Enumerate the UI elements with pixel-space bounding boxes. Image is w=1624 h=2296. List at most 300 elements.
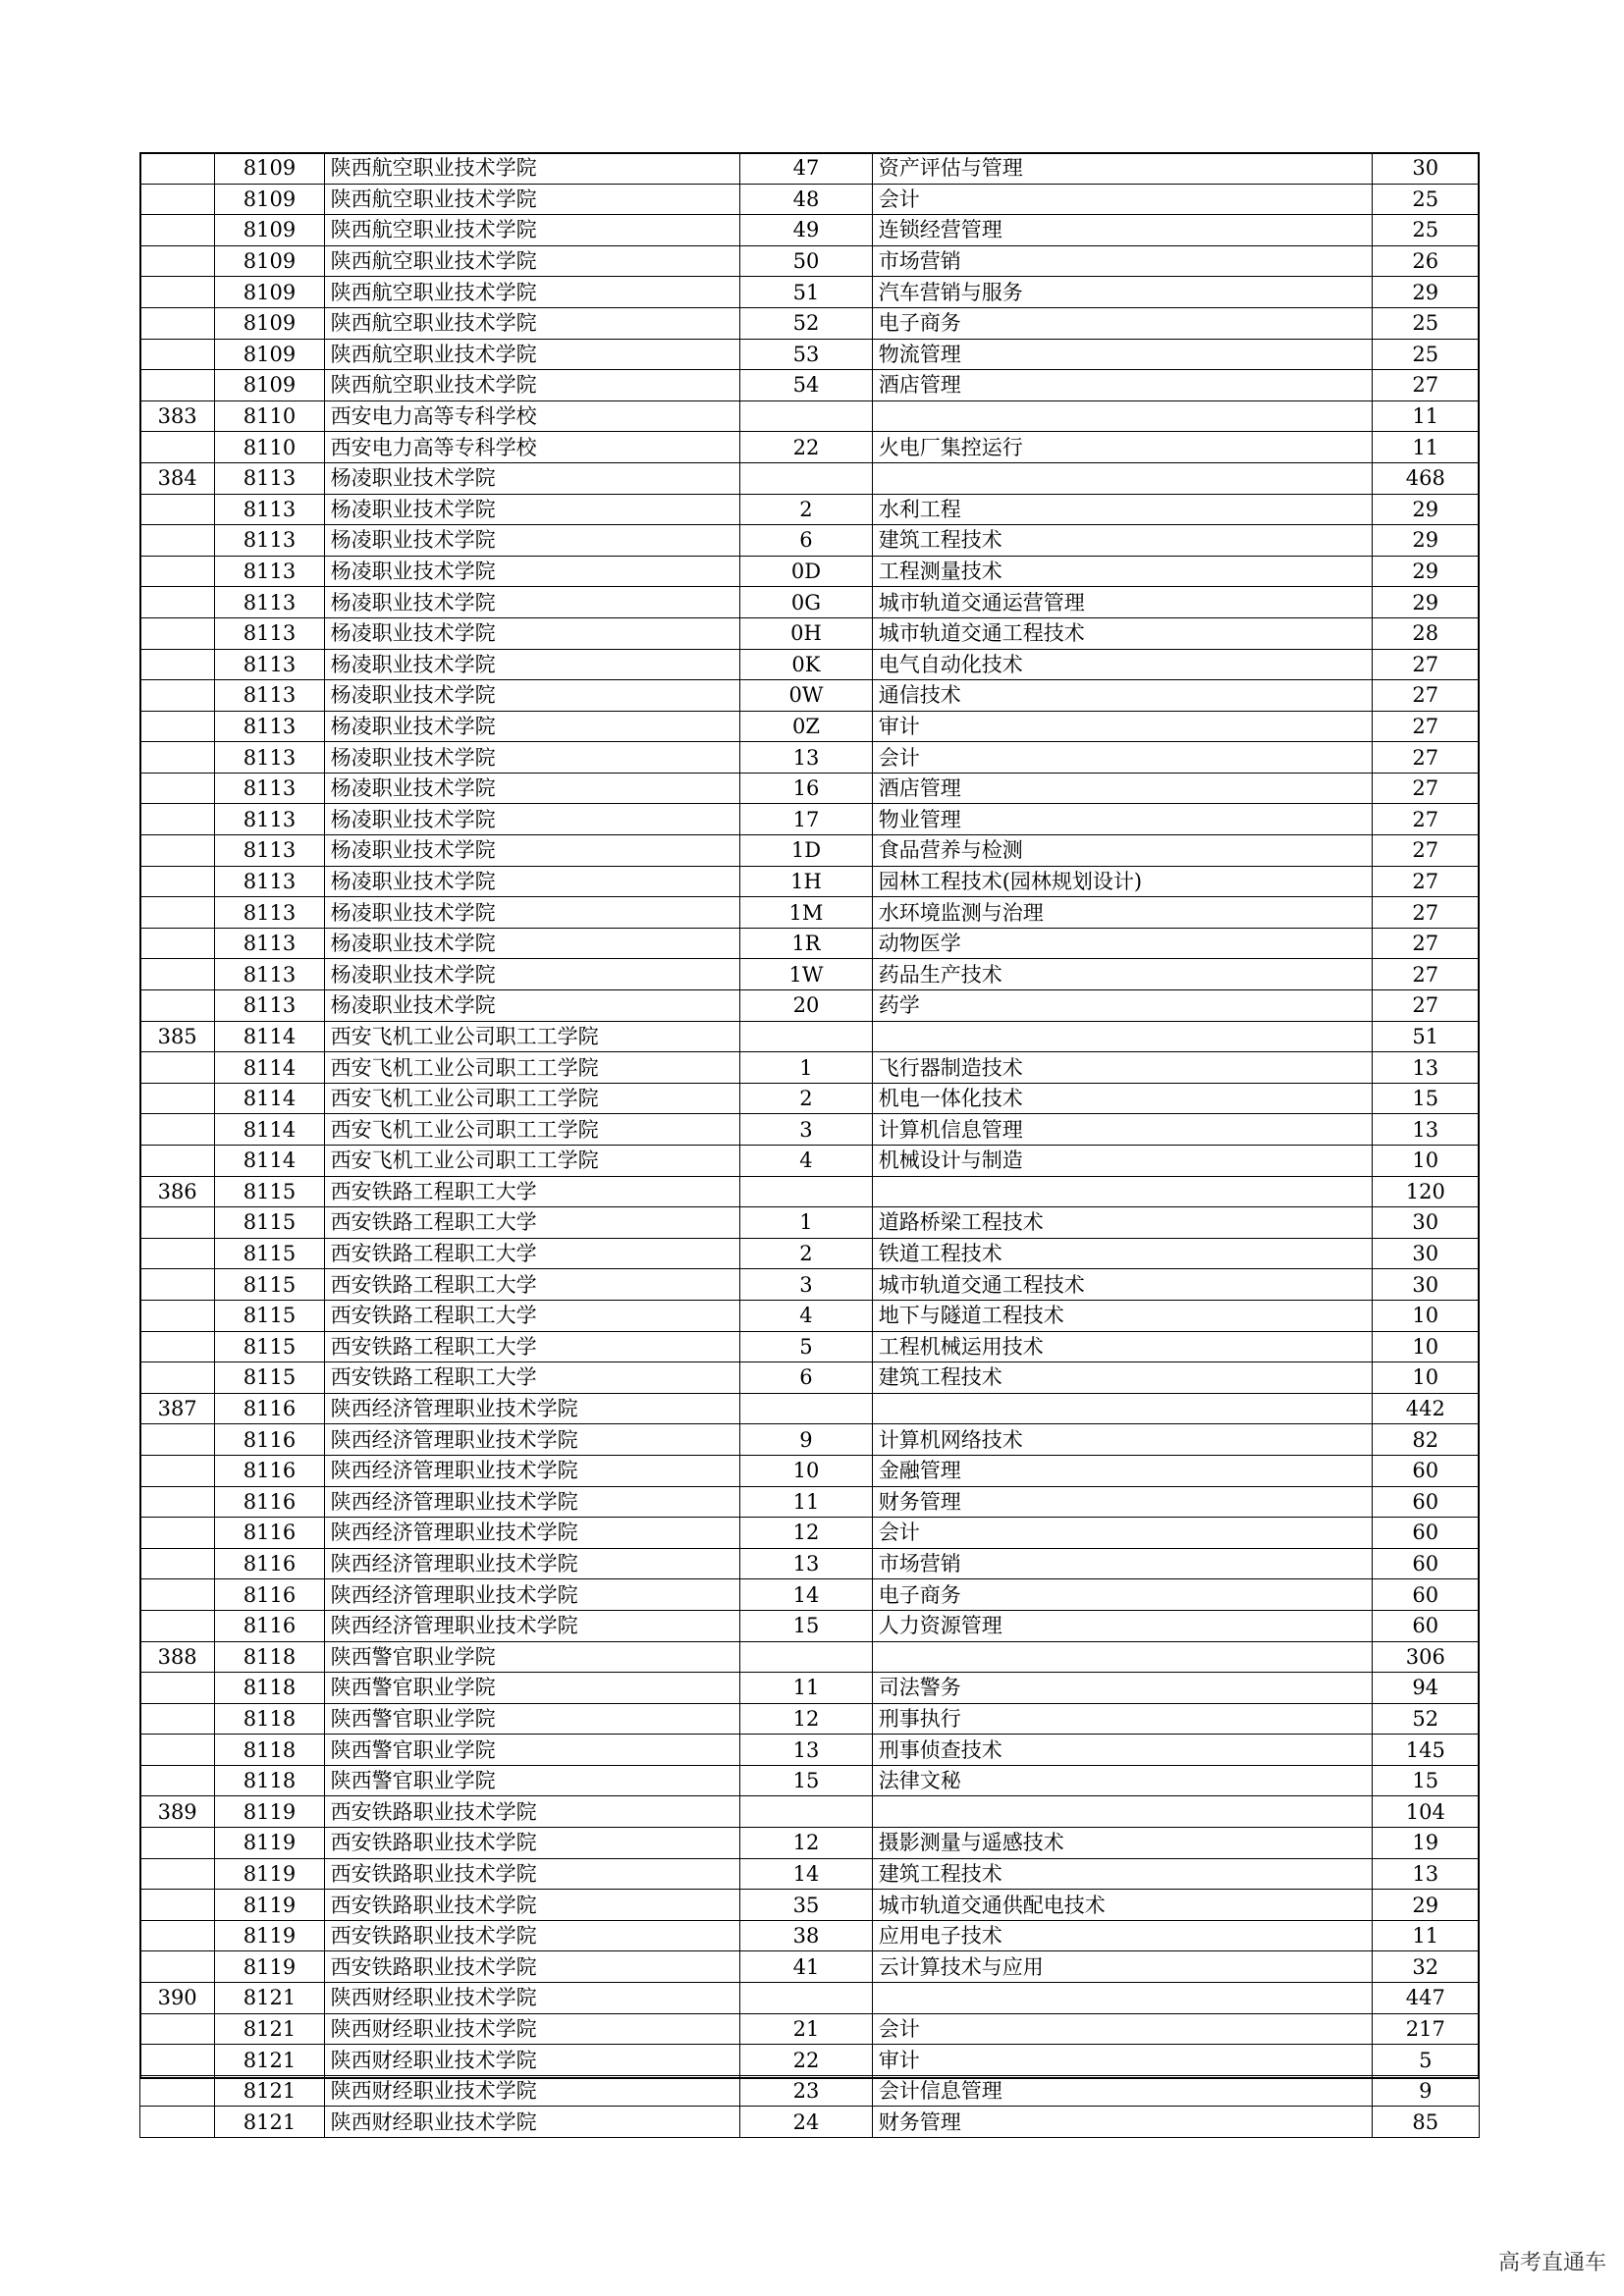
- plan-count-cell: 60: [1372, 1518, 1479, 1549]
- major-code-cell: [740, 1176, 872, 1207]
- major-code-cell: [740, 1796, 872, 1828]
- major-name-cell: 火电厂集控运行: [872, 432, 1372, 463]
- school-code-cell: 8109: [215, 307, 324, 339]
- plan-count-cell: 13: [1372, 1052, 1479, 1084]
- seq-cell: [140, 1548, 215, 1579]
- major-name-cell: 工程机械运用技术: [872, 1331, 1372, 1362]
- plan-count-cell: 11: [1372, 1920, 1479, 1951]
- seq-cell: [140, 1052, 215, 1084]
- plan-count-cell: 27: [1372, 866, 1479, 897]
- major-name-cell: 建筑工程技术: [872, 525, 1372, 557]
- school-name-cell: 杨凌职业技术学院: [324, 462, 740, 494]
- major-code-cell: 15: [740, 1610, 872, 1641]
- seq-cell: [140, 617, 215, 649]
- school-code-cell: 8113: [215, 990, 324, 1022]
- major-name-cell: 电气自动化技术: [872, 649, 1372, 680]
- school-code-cell: 8118: [215, 1641, 324, 1673]
- table-row: [140, 1362, 1480, 1394]
- plan-count-cell: 27: [1372, 649, 1479, 680]
- school-code-cell: 8109: [215, 277, 324, 308]
- seq-cell: [140, 370, 215, 401]
- plan-count-cell: 15: [1372, 1083, 1479, 1114]
- seq-cell: [140, 742, 215, 774]
- plan-count-cell: 60: [1372, 1455, 1479, 1486]
- major-code-cell: 10: [740, 1455, 872, 1486]
- table-row: [140, 990, 1480, 1022]
- plan-count-cell: 145: [1372, 1735, 1479, 1766]
- seq-cell: [140, 680, 215, 712]
- major-code-cell: 3: [740, 1269, 872, 1301]
- school-code-cell: 8114: [215, 1083, 324, 1114]
- seq-cell: [140, 432, 215, 463]
- plan-count-cell: 30: [1372, 1269, 1479, 1301]
- table-row: [140, 2107, 1480, 2138]
- school-code-cell: 8113: [215, 556, 324, 587]
- school-code-cell: 8119: [215, 1951, 324, 1983]
- major-name-cell: 应用电子技术: [872, 1920, 1372, 1951]
- plan-count-cell: 30: [1372, 1238, 1479, 1269]
- table-row: [140, 1703, 1480, 1735]
- major-code-cell: 52: [740, 307, 872, 339]
- major-name-cell: 园林工程技术(园林规划设计): [872, 866, 1372, 897]
- plan-count-cell: 15: [1372, 1765, 1479, 1796]
- seq-cell: 387: [140, 1393, 215, 1424]
- plan-count-cell: 27: [1372, 928, 1479, 959]
- plan-count-cell: 60: [1372, 1610, 1479, 1641]
- seq-cell: [140, 1673, 215, 1704]
- seq-cell: 385: [140, 1021, 215, 1052]
- table-row: [140, 153, 1480, 185]
- plan-count-cell: 29: [1372, 525, 1479, 557]
- plan-count-cell: 10: [1372, 1300, 1479, 1331]
- major-name-cell: 财务管理: [872, 1486, 1372, 1518]
- table-row: [140, 1890, 1480, 1921]
- major-code-cell: [740, 1641, 872, 1673]
- seq-cell: 388: [140, 1641, 215, 1673]
- major-name-cell: 物流管理: [872, 339, 1372, 370]
- major-name-cell: 城市轨道交通工程技术: [872, 1269, 1372, 1301]
- school-name-cell: 西安铁路职业技术学院: [324, 1951, 740, 1983]
- school-code-cell: 8121: [215, 2075, 324, 2107]
- school-name-cell: 西安电力高等专科学校: [324, 432, 740, 463]
- major-code-cell: [740, 1393, 872, 1424]
- table-row: [140, 2013, 1480, 2045]
- school-code-cell: 8109: [215, 370, 324, 401]
- school-code-cell: 8115: [215, 1331, 324, 1362]
- school-code-cell: 8121: [215, 1983, 324, 2014]
- school-name-cell: 杨凌职业技术学院: [324, 773, 740, 804]
- major-name-cell: 云计算技术与应用: [872, 1951, 1372, 1983]
- major-name-cell: [872, 1983, 1372, 2014]
- school-code-cell: 8119: [215, 1890, 324, 1921]
- seq-cell: 389: [140, 1796, 215, 1828]
- school-code-cell: 8121: [215, 2013, 324, 2045]
- major-code-cell: 1W: [740, 959, 872, 990]
- major-code-cell: [740, 400, 872, 432]
- plan-count-cell: 5: [1372, 2045, 1479, 2076]
- school-name-cell: 西安飞机工业公司职工工学院: [324, 1083, 740, 1114]
- seq-cell: [140, 2013, 215, 2045]
- major-code-cell: [740, 1983, 872, 2014]
- major-name-cell: 水利工程: [872, 494, 1372, 525]
- school-code-cell: 8116: [215, 1424, 324, 1456]
- major-name-cell: [872, 462, 1372, 494]
- seq-cell: [140, 1331, 215, 1362]
- school-code-cell: 8113: [215, 649, 324, 680]
- major-name-cell: 酒店管理: [872, 370, 1372, 401]
- seq-cell: [140, 556, 215, 587]
- major-name-cell: 飞行器制造技术: [872, 1052, 1372, 1084]
- major-code-cell: [740, 462, 872, 494]
- major-code-cell: 0D: [740, 556, 872, 587]
- table-row: [140, 2045, 1480, 2076]
- table-row: [140, 1579, 1480, 1611]
- plan-count-cell: 60: [1372, 1486, 1479, 1518]
- school-name-cell: 陕西航空职业技术学院: [324, 245, 740, 277]
- plan-count-cell: 27: [1372, 959, 1479, 990]
- major-name-cell: 计算机信息管理: [872, 1114, 1372, 1146]
- major-code-cell: 2: [740, 1083, 872, 1114]
- major-name-cell: 水环境监测与治理: [872, 897, 1372, 929]
- seq-cell: [140, 1455, 215, 1486]
- major-code-cell: 12: [740, 1703, 872, 1735]
- major-code-cell: 50: [740, 245, 872, 277]
- table-row: [140, 742, 1480, 774]
- table-row: [140, 184, 1480, 215]
- plan-count-cell: 27: [1372, 773, 1479, 804]
- major-name-cell: 城市轨道交通运营管理: [872, 587, 1372, 618]
- table-row: [140, 215, 1480, 246]
- major-code-cell: 0H: [740, 617, 872, 649]
- school-code-cell: 8116: [215, 1548, 324, 1579]
- enrollment-table-wrapper: [139, 152, 1480, 2138]
- major-name-cell: 金融管理: [872, 1455, 1372, 1486]
- school-name-cell: 陕西航空职业技术学院: [324, 307, 740, 339]
- school-name-cell: 陕西经济管理职业技术学院: [324, 1610, 740, 1641]
- school-code-cell: 8115: [215, 1362, 324, 1394]
- major-code-cell: 4: [740, 1146, 872, 1177]
- school-name-cell: 陕西经济管理职业技术学院: [324, 1579, 740, 1611]
- seq-cell: [140, 711, 215, 742]
- plan-count-cell: 27: [1372, 897, 1479, 929]
- major-code-cell: 12: [740, 1828, 872, 1859]
- table-row: [140, 773, 1480, 804]
- table-row: [140, 1238, 1480, 1269]
- plan-count-cell: 306: [1372, 1641, 1479, 1673]
- seq-cell: [140, 1146, 215, 1177]
- table-row: [140, 1114, 1480, 1146]
- seq-cell: [140, 307, 215, 339]
- major-code-cell: 4: [740, 1300, 872, 1331]
- school-name-cell: 陕西经济管理职业技术学院: [324, 1455, 740, 1486]
- plan-count-cell: 11: [1372, 432, 1479, 463]
- major-name-cell: [872, 1176, 1372, 1207]
- plan-count-cell: 104: [1372, 1796, 1479, 1828]
- major-name-cell: 会计: [872, 184, 1372, 215]
- school-code-cell: 8110: [215, 432, 324, 463]
- major-code-cell: 54: [740, 370, 872, 401]
- seq-cell: [140, 990, 215, 1022]
- plan-count-cell: 468: [1372, 462, 1479, 494]
- school-name-cell: 西安飞机工业公司职工工学院: [324, 1052, 740, 1084]
- seq-cell: [140, 1207, 215, 1239]
- school-code-cell: 8121: [215, 2107, 324, 2138]
- major-name-cell: 药学: [872, 990, 1372, 1022]
- school-name-cell: 西安铁路职业技术学院: [324, 1828, 740, 1859]
- table-row: [140, 1176, 1480, 1207]
- seq-cell: [140, 1703, 215, 1735]
- major-name-cell: 建筑工程技术: [872, 1858, 1372, 1890]
- table-row: [140, 1393, 1480, 1424]
- school-name-cell: 杨凌职业技术学院: [324, 587, 740, 618]
- school-name-cell: 陕西警官职业学院: [324, 1673, 740, 1704]
- school-name-cell: 陕西航空职业技术学院: [324, 153, 740, 185]
- major-code-cell: 5: [740, 1331, 872, 1362]
- school-code-cell: 8119: [215, 1828, 324, 1859]
- school-name-cell: 杨凌职业技术学院: [324, 928, 740, 959]
- table-row: [140, 277, 1480, 308]
- seq-cell: [140, 2075, 215, 2107]
- major-name-cell: 道路桥梁工程技术: [872, 1207, 1372, 1239]
- major-name-cell: 人力资源管理: [872, 1610, 1372, 1641]
- school-code-cell: 8116: [215, 1393, 324, 1424]
- plan-count-cell: 217: [1372, 2013, 1479, 2045]
- school-name-cell: 杨凌职业技术学院: [324, 959, 740, 990]
- school-name-cell: 杨凌职业技术学院: [324, 866, 740, 897]
- seq-cell: [140, 1951, 215, 1983]
- table-row: [140, 525, 1480, 557]
- major-name-cell: 汽车营销与服务: [872, 277, 1372, 308]
- table-row: [140, 649, 1480, 680]
- major-code-cell: 38: [740, 1920, 872, 1951]
- school-code-cell: 8110: [215, 400, 324, 432]
- school-name-cell: 杨凌职业技术学院: [324, 897, 740, 929]
- table-row: [140, 1983, 1480, 2014]
- major-name-cell: 建筑工程技术: [872, 1362, 1372, 1394]
- table-row: [140, 1269, 1480, 1301]
- major-code-cell: 0K: [740, 649, 872, 680]
- school-code-cell: 8113: [215, 804, 324, 835]
- major-code-cell: 1H: [740, 866, 872, 897]
- table-row: [140, 1486, 1480, 1518]
- plan-count-cell: 51: [1372, 1021, 1479, 1052]
- plan-count-cell: 11: [1372, 400, 1479, 432]
- school-name-cell: 杨凌职业技术学院: [324, 835, 740, 867]
- school-code-cell: 8119: [215, 1920, 324, 1951]
- school-name-cell: 杨凌职业技术学院: [324, 711, 740, 742]
- school-name-cell: 西安铁路工程职工大学: [324, 1362, 740, 1394]
- major-name-cell: 工程测量技术: [872, 556, 1372, 587]
- seq-cell: [140, 494, 215, 525]
- major-code-cell: 12: [740, 1518, 872, 1549]
- plan-count-cell: 442: [1372, 1393, 1479, 1424]
- table-row: [140, 617, 1480, 649]
- major-code-cell: 6: [740, 525, 872, 557]
- plan-count-cell: 30: [1372, 153, 1479, 185]
- school-name-cell: 西安铁路职业技术学院: [324, 1858, 740, 1890]
- major-name-cell: 电子商务: [872, 307, 1372, 339]
- table-row: [140, 370, 1480, 401]
- seq-cell: [140, 649, 215, 680]
- major-name-cell: 审计: [872, 711, 1372, 742]
- school-code-cell: 8118: [215, 1735, 324, 1766]
- plan-count-cell: 28: [1372, 617, 1479, 649]
- seq-cell: [140, 277, 215, 308]
- watermark-text: 高考直通车: [1497, 2251, 1606, 2275]
- plan-count-cell: 30: [1372, 1207, 1479, 1239]
- school-name-cell: 西安铁路职业技术学院: [324, 1890, 740, 1921]
- school-code-cell: 8115: [215, 1238, 324, 1269]
- school-name-cell: 西安铁路工程职工大学: [324, 1176, 740, 1207]
- seq-cell: [140, 1610, 215, 1641]
- table-row: [140, 1207, 1480, 1239]
- major-code-cell: 22: [740, 432, 872, 463]
- table-row: [140, 1796, 1480, 1828]
- school-name-cell: 陕西航空职业技术学院: [324, 215, 740, 246]
- major-code-cell: 22: [740, 2045, 872, 2076]
- school-name-cell: 杨凌职业技术学院: [324, 556, 740, 587]
- school-code-cell: 8116: [215, 1610, 324, 1641]
- major-code-cell: 0G: [740, 587, 872, 618]
- seq-cell: [140, 928, 215, 959]
- major-name-cell: 法律文秘: [872, 1765, 1372, 1796]
- plan-count-cell: 10: [1372, 1362, 1479, 1394]
- major-code-cell: 51: [740, 277, 872, 308]
- school-name-cell: 西安铁路工程职工大学: [324, 1238, 740, 1269]
- plan-count-cell: 27: [1372, 804, 1479, 835]
- major-code-cell: 49: [740, 215, 872, 246]
- school-name-cell: 杨凌职业技术学院: [324, 494, 740, 525]
- major-code-cell: 21: [740, 2013, 872, 2045]
- table-row: [140, 1331, 1480, 1362]
- major-name-cell: 地下与隧道工程技术: [872, 1300, 1372, 1331]
- major-code-cell: 16: [740, 773, 872, 804]
- plan-count-cell: 26: [1372, 245, 1479, 277]
- school-code-cell: 8116: [215, 1518, 324, 1549]
- school-code-cell: 8116: [215, 1486, 324, 1518]
- seq-cell: [140, 1858, 215, 1890]
- school-code-cell: 8115: [215, 1207, 324, 1239]
- table-row: [140, 462, 1480, 494]
- plan-count-cell: 32: [1372, 1951, 1479, 1983]
- seq-cell: [140, 1114, 215, 1146]
- major-code-cell: 13: [740, 742, 872, 774]
- seq-cell: [140, 184, 215, 215]
- school-name-cell: 陕西财经职业技术学院: [324, 2045, 740, 2076]
- plan-count-cell: 13: [1372, 1114, 1479, 1146]
- seq-cell: [140, 2045, 215, 2076]
- table-row: [140, 1765, 1480, 1796]
- plan-count-cell: 25: [1372, 307, 1479, 339]
- school-name-cell: 陕西航空职业技术学院: [324, 277, 740, 308]
- major-code-cell: [740, 1021, 872, 1052]
- seq-cell: 383: [140, 400, 215, 432]
- table-row: [140, 1424, 1480, 1456]
- plan-count-cell: 27: [1372, 711, 1479, 742]
- school-name-cell: 杨凌职业技术学院: [324, 617, 740, 649]
- major-name-cell: 财务管理: [872, 2107, 1372, 2138]
- table-row: [140, 1083, 1480, 1114]
- seq-cell: [140, 1920, 215, 1951]
- seq-cell: [140, 1486, 215, 1518]
- seq-cell: [140, 1735, 215, 1766]
- seq-cell: [140, 1890, 215, 1921]
- school-code-cell: 8113: [215, 525, 324, 557]
- school-code-cell: 8113: [215, 959, 324, 990]
- school-code-cell: 8113: [215, 617, 324, 649]
- major-name-cell: 摄影测量与遥感技术: [872, 1828, 1372, 1859]
- plan-count-cell: 29: [1372, 587, 1479, 618]
- seq-cell: [140, 1765, 215, 1796]
- major-code-cell: 2: [740, 1238, 872, 1269]
- school-name-cell: 陕西财经职业技术学院: [324, 2075, 740, 2107]
- major-code-cell: 0Z: [740, 711, 872, 742]
- seq-cell: 384: [140, 462, 215, 494]
- school-code-cell: 8115: [215, 1176, 324, 1207]
- plan-count-cell: 25: [1372, 215, 1479, 246]
- school-code-cell: 8115: [215, 1269, 324, 1301]
- plan-count-cell: 120: [1372, 1176, 1479, 1207]
- major-code-cell: 6: [740, 1362, 872, 1394]
- major-name-cell: 食品营养与检测: [872, 835, 1372, 867]
- plan-count-cell: 60: [1372, 1579, 1479, 1611]
- school-code-cell: 8114: [215, 1146, 324, 1177]
- major-code-cell: 11: [740, 1486, 872, 1518]
- table-row: [140, 835, 1480, 867]
- major-name-cell: 药品生产技术: [872, 959, 1372, 990]
- seq-cell: [140, 1828, 215, 1859]
- seq-cell: [140, 804, 215, 835]
- plan-count-cell: 94: [1372, 1673, 1479, 1704]
- major-name-cell: 审计: [872, 2045, 1372, 2076]
- plan-count-cell: 27: [1372, 742, 1479, 774]
- school-name-cell: 西安铁路工程职工大学: [324, 1269, 740, 1301]
- major-code-cell: 23: [740, 2075, 872, 2107]
- major-code-cell: 20: [740, 990, 872, 1022]
- school-name-cell: 西安铁路职业技术学院: [324, 1796, 740, 1828]
- table-row: [140, 1673, 1480, 1704]
- major-name-cell: 司法警务: [872, 1673, 1372, 1704]
- school-name-cell: 西安飞机工业公司职工工学院: [324, 1114, 740, 1146]
- table-body: [140, 153, 1480, 2138]
- seq-cell: [140, 339, 215, 370]
- table-row: [140, 587, 1480, 618]
- table-row: [140, 866, 1480, 897]
- major-code-cell: 0W: [740, 680, 872, 712]
- major-name-cell: 电子商务: [872, 1579, 1372, 1611]
- school-code-cell: 8113: [215, 462, 324, 494]
- school-code-cell: 8113: [215, 494, 324, 525]
- school-code-cell: 8118: [215, 1673, 324, 1704]
- table-row: [140, 1518, 1480, 1549]
- major-name-cell: 酒店管理: [872, 773, 1372, 804]
- major-code-cell: 1R: [740, 928, 872, 959]
- table-row: [140, 1146, 1480, 1177]
- major-name-cell: 刑事执行: [872, 1703, 1372, 1735]
- major-code-cell: 24: [740, 2107, 872, 2138]
- seq-cell: [140, 1083, 215, 1114]
- major-code-cell: 47: [740, 153, 872, 185]
- school-code-cell: 8118: [215, 1703, 324, 1735]
- major-code-cell: 14: [740, 1579, 872, 1611]
- plan-count-cell: 27: [1372, 990, 1479, 1022]
- school-name-cell: 陕西经济管理职业技术学院: [324, 1393, 740, 1424]
- school-name-cell: 杨凌职业技术学院: [324, 804, 740, 835]
- seq-cell: [140, 835, 215, 867]
- major-code-cell: 1: [740, 1052, 872, 1084]
- school-name-cell: 陕西警官职业学院: [324, 1703, 740, 1735]
- table-row: [140, 1548, 1480, 1579]
